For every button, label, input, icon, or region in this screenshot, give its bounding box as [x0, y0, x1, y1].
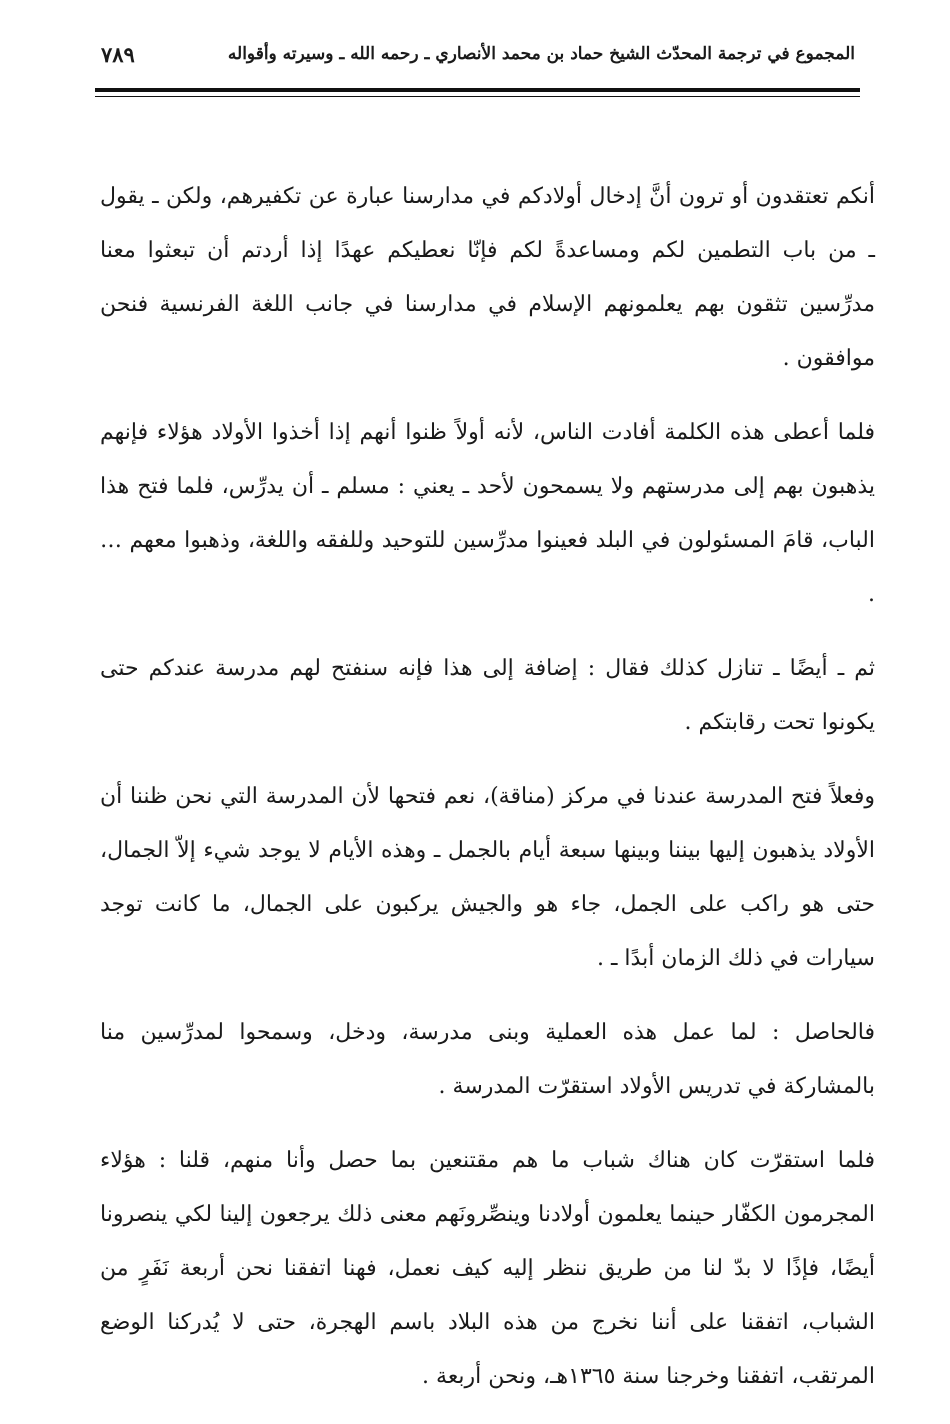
page-number: ٧٨٩	[101, 42, 135, 67]
body-text	[100, 170, 875, 1424]
paragraph: فلما أعطى هذه الكلمة أفادت الناس، لأنه أولاً ظنوا أنهم إذا أخذوا الأولاد هؤلاء فإنهم يذهبون بهم إلى مدرستهم ولا يسمحون لأحد ـ يعني : مسلم ـ أن يدرِّس، فلما فتح هذا الباب، قامَ المسئولون في البلد فعينوا مدرِّسين للتوحيد وللفقه واللغة، وذهبوا معهم … .	[100, 420, 875, 607]
paragraph: ثم ـ أيضًا ـ تنازل كذلك فقال : إضافة إلى هذا فإنه سنفتح لهم مدرسة عندكم حتى يكونوا تحت رقابتكم .	[100, 656, 875, 735]
header-rule-thick	[95, 88, 860, 92]
running-title: المجموع في ترجمة المحدّث الشيخ حماد بن محمد الأنصاري ـ رحمه الله ـ وسيرته وأقواله	[227, 44, 855, 64]
paragraph: فالحاصل : لما عمل هذه العملية وبنى مدرسة، ودخل، وسمحوا لمدرِّسين منا بالمشاركة في تدريس الأولاد استقرّت المدرسة .	[100, 1020, 875, 1099]
paragraph: وفعلاً فتح المدرسة عندنا في مركز (مناقة)، نعم فتحها لأن المدرسة التي نحن ظننا أن الأولاد يذهبون إليها بيننا وبينها سبعة أيام بالجمل ـ وهذه الأيام لا يوجد شيء إلاّ الجمال، حتى هو راكب على الجمل، جاء هو والجيش يركبون على الجمال، ما كانت توجد سيارات في ذلك الزمان أبدًا ـ .	[100, 784, 875, 971]
header-rule-thin	[95, 96, 860, 97]
page-header	[95, 38, 855, 72]
paragraph: فلما استقرّت كان هناك شباب ما هم مقتنعين بما حصل وأنا منهم، قلنا : هؤلاء المجرمون الكفّار حينما يعلمون أولادنا وينصِّرونَهم معنى ذلك يرجعون إلينا لكي ينصرونا أيضًا، فإذًا لا بدّ لنا من طريق ننظر إليه كيف نعمل، فهنا اتفقنا نحن أربعة نَفَرٍ من الشباب، اتفقنا على أننا نخرج من هذه البلاد باسم الهجرة، حتى لا يُدركنا الوضع المرتقب، اتفقنا وخرجنا سنة ١٣٦٥هـ، ونحن أربعة .	[100, 1148, 875, 1389]
paragraph: أنكم تعتقدون أو ترون أنَّ إدخال أولادكم في مدارسنا عبارة عن تكفيرهم، ولكن ـ يقول ـ من باب التطمين لكم ومساعدةً لكم فإنّا نعطيكم عهدًا إذا أردتم أن تبعثوا معنا مدرِّسين تثقون بهم يعلمونهم الإسلام في مدارسنا في جانب اللغة الفرنسية فنحن موافقون .	[100, 184, 875, 371]
